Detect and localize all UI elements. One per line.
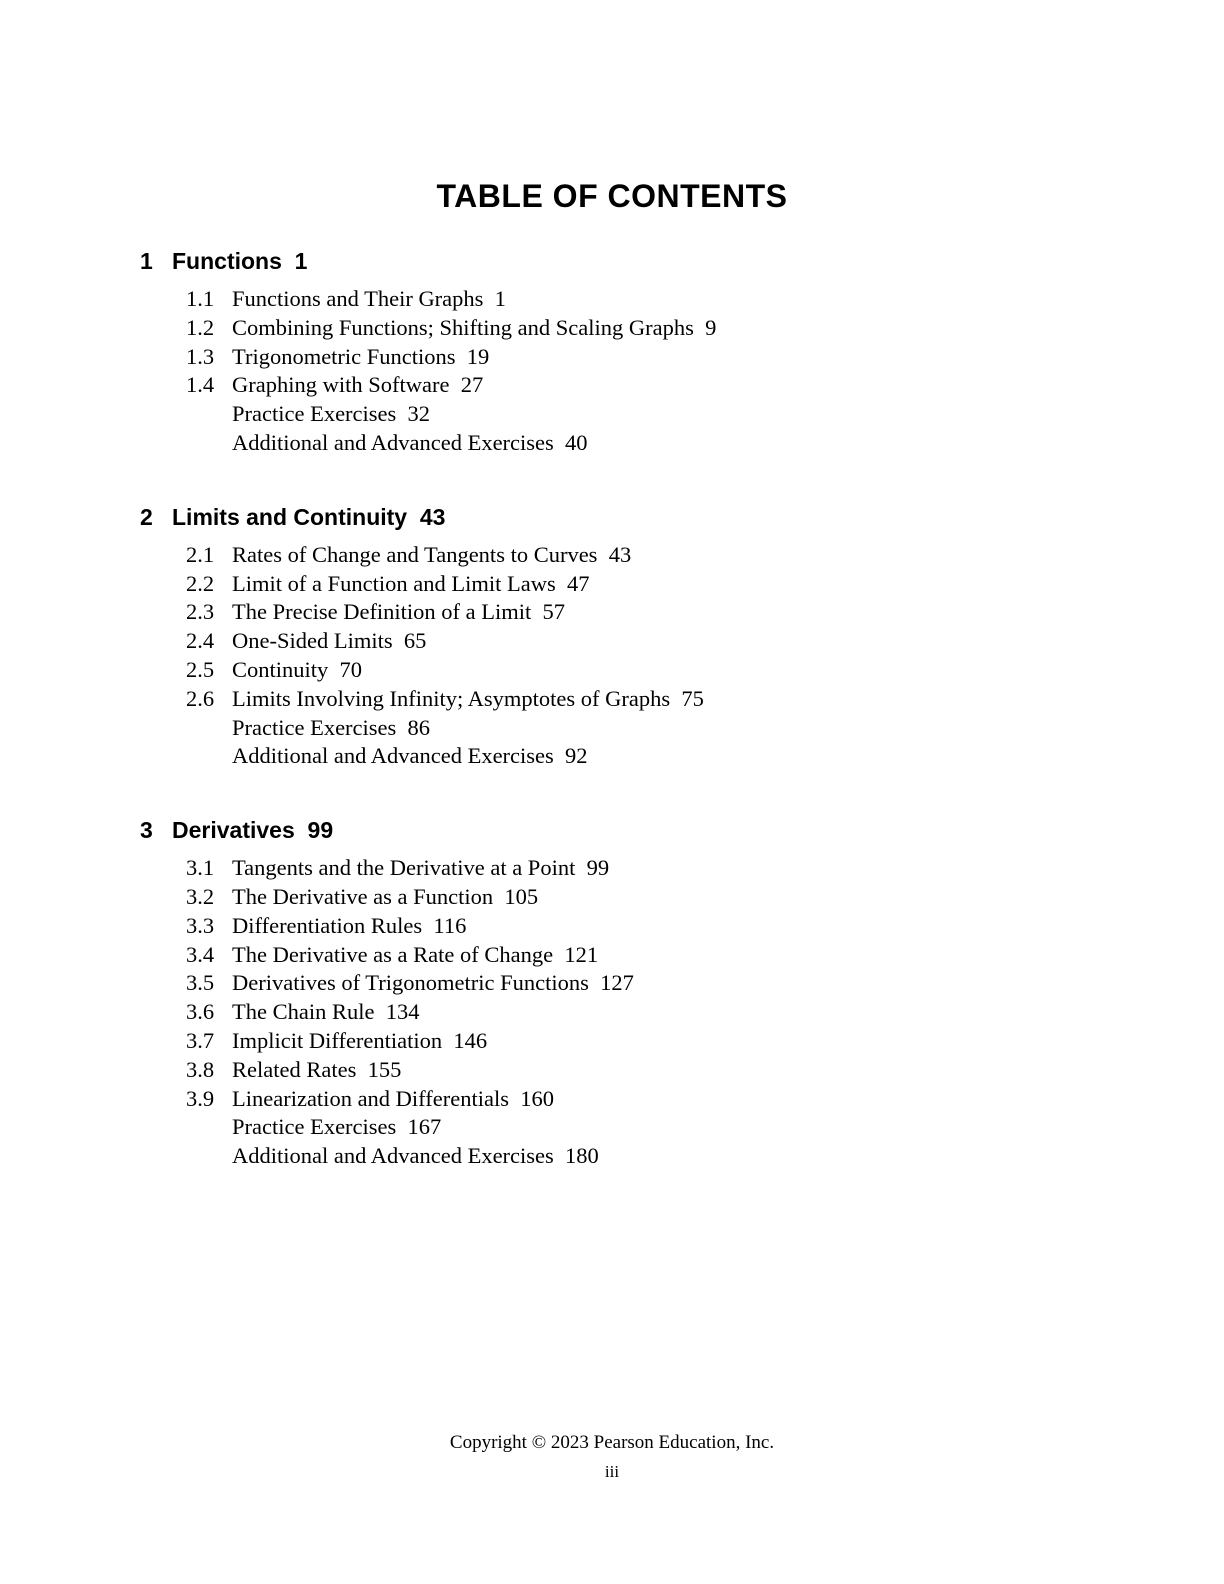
section-title: Continuity 70 — [232, 656, 363, 682]
list-item[interactable] — [186, 570, 1100, 599]
chapter-heading[interactable] — [140, 248, 1100, 275]
list-item[interactable] — [186, 541, 1100, 570]
section-number: 1.4 — [186, 372, 215, 398]
chapter-entry — [140, 504, 1100, 771]
chapter-heading[interactable] — [140, 504, 1100, 531]
list-item[interactable] — [186, 1027, 1100, 1056]
page-folio: iii — [604, 1462, 620, 1481]
table-of-contents — [140, 248, 1100, 1217]
section-title: The Precise Definition of a Limit 57 — [232, 599, 566, 625]
section-title: Functions and Their Graphs 1 — [232, 286, 506, 311]
chapter-heading[interactable] — [140, 817, 1100, 844]
section-title: The Derivative as a Function 105 — [232, 883, 539, 909]
section-title: Limits Involving Infinity; Asymptotes of Graphs 75 — [232, 685, 704, 711]
section-number: 1.3 — [186, 343, 215, 369]
section-number: 2.1 — [186, 541, 215, 567]
list-item[interactable] — [186, 1056, 1100, 1085]
section-number: 3.8 — [186, 1056, 215, 1082]
additional-exercises-entry[interactable]: Additional and Advanced Exercises 40 — [232, 429, 588, 455]
practice-exercises-entry[interactable]: Practice Exercises 167 — [232, 1114, 442, 1140]
section-number: 3.1 — [186, 855, 215, 881]
section-number: 3.3 — [186, 912, 215, 938]
section-title: Graphing with Software 27 — [232, 372, 484, 398]
section-number: 3.2 — [186, 883, 215, 909]
section-title: Related Rates 155 — [232, 1056, 402, 1082]
list-item[interactable] — [186, 314, 1100, 343]
section-number: 3.5 — [186, 970, 215, 996]
section-title: Tangents and the Derivative at a Point 99 — [232, 855, 610, 881]
section-number: 3.7 — [186, 1027, 215, 1053]
section-title: Derivatives of Trigonometric Functions 127 — [232, 970, 634, 996]
section-number: 3.9 — [186, 1085, 215, 1111]
section-list — [186, 285, 1100, 458]
list-item[interactable] — [186, 969, 1100, 998]
section-number: 2.2 — [186, 570, 215, 596]
section-title: Implicit Differentiation 146 — [232, 1027, 488, 1053]
copyright-notice: Copyright © 2023 Pearson Education, Inc. — [449, 1432, 775, 1453]
section-title: The Derivative as a Rate of Change 121 — [232, 941, 599, 967]
chapter-entry — [140, 248, 1100, 458]
chapter-entry — [140, 817, 1100, 1171]
additional-exercises-entry[interactable]: Additional and Advanced Exercises 92 — [232, 743, 588, 769]
list-item[interactable] — [186, 285, 1100, 314]
page-title: TABLE OF CONTENTS — [436, 178, 788, 214]
chapter-title: Functions 1 — [172, 248, 308, 274]
list-item[interactable] — [186, 854, 1100, 883]
chapter-number: 2 — [140, 503, 153, 530]
practice-exercises-entry[interactable]: Practice Exercises 86 — [232, 714, 431, 740]
chapter-number: 1 — [140, 248, 153, 274]
section-title: Rates of Change and Tangents to Curves 43 — [232, 541, 632, 567]
section-number: 1.1 — [186, 286, 215, 311]
section-number: 2.6 — [186, 685, 215, 711]
section-number: 3.6 — [186, 999, 215, 1025]
section-title: Limit of a Function and Limit Laws 47 — [232, 570, 590, 596]
section-list — [186, 541, 1100, 771]
section-title: Linearization and Differentials 160 — [232, 1085, 554, 1111]
list-item[interactable] — [186, 883, 1100, 912]
section-title: One-Sided Limits 65 — [232, 628, 427, 654]
list-item[interactable] — [186, 941, 1100, 970]
section-number: 3.4 — [186, 941, 215, 967]
section-title: Trigonometric Functions 19 — [232, 343, 490, 369]
list-item[interactable] — [186, 1085, 1100, 1114]
chapter-number: 3 — [140, 817, 153, 844]
section-title: The Chain Rule 134 — [232, 999, 420, 1025]
list-item[interactable] — [186, 998, 1100, 1027]
section-number: 2.5 — [186, 656, 215, 682]
additional-exercises-entry[interactable]: Additional and Advanced Exercises 180 — [232, 1143, 599, 1169]
list-item[interactable] — [186, 912, 1100, 941]
section-number: 1.2 — [186, 314, 215, 340]
section-number: 2.4 — [186, 628, 215, 654]
chapter-title: Derivatives 99 — [172, 817, 334, 844]
list-item[interactable] — [186, 371, 1100, 400]
section-list — [186, 854, 1100, 1171]
section-title: Combining Functions; Shifting and Scaling Graphs 9 — [232, 314, 717, 340]
practice-exercises-entry[interactable]: Practice Exercises 32 — [232, 401, 431, 427]
list-item[interactable] — [186, 685, 1100, 714]
list-item[interactable] — [186, 627, 1100, 656]
list-item[interactable] — [186, 598, 1100, 627]
list-item[interactable] — [186, 656, 1100, 685]
chapter-title: Limits and Continuity 43 — [172, 503, 446, 530]
list-item[interactable] — [186, 343, 1100, 372]
section-number: 2.3 — [186, 599, 215, 625]
section-title: Differentiation Rules 116 — [232, 912, 467, 938]
